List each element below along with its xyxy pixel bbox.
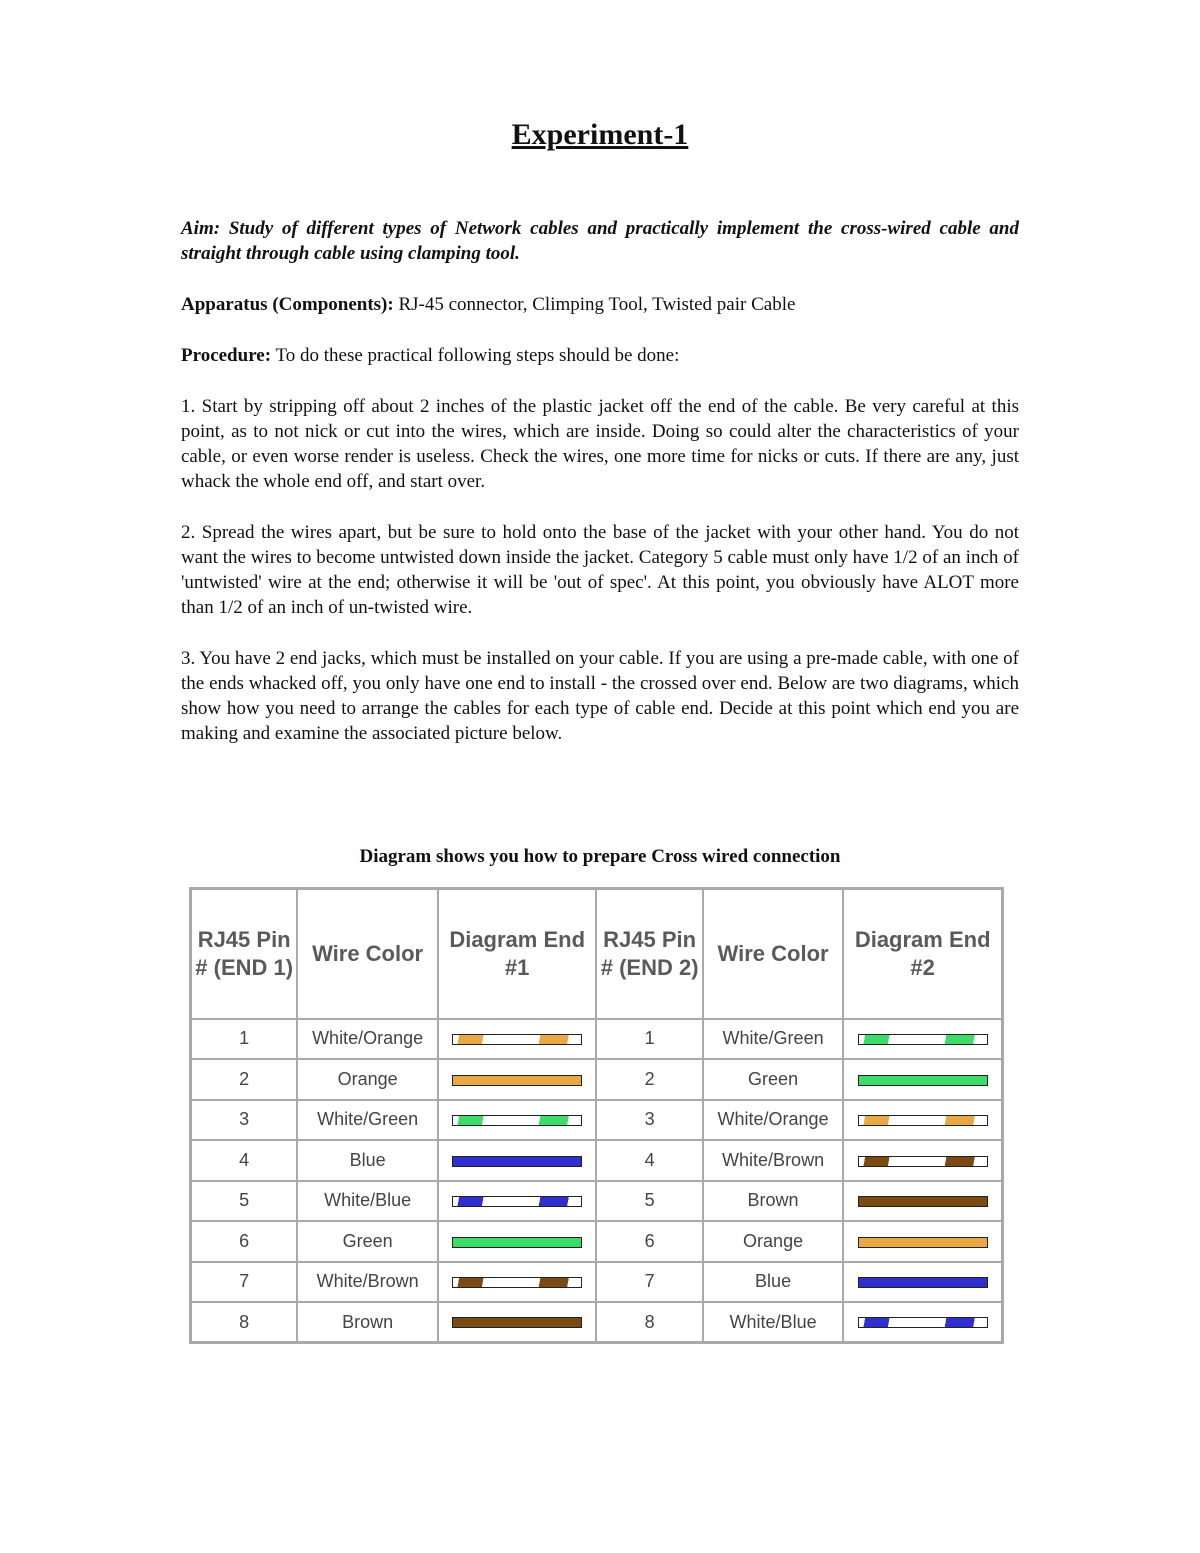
color-end2-cell: White/Blue [703,1302,844,1343]
diagram-end2-cell [843,1302,1002,1343]
color-end2-cell: White/Orange [703,1100,844,1141]
pin-end2-cell: 6 [596,1221,702,1262]
blue-wire-icon [452,1156,582,1167]
aim-text: Aim: Study of different types of Network cables and practically implement the cross-wired cable and straight through cable using clamping tool. [181,218,1019,264]
pin-end1-cell: 3 [191,1100,298,1141]
color-end1-cell: White/Blue [297,1181,438,1222]
white-green-wire-icon [452,1115,582,1126]
brown-wire-icon [858,1196,988,1207]
table-row [191,1302,1003,1343]
apparatus-label: Apparatus (Components): [181,294,394,315]
cross-wire-table [189,887,1004,1344]
diagram-end1-cell [438,1262,597,1303]
header-diagram-end1: Diagram End #1 [438,889,597,1019]
color-end1-cell: Brown [297,1302,438,1343]
table-row [191,1019,1003,1060]
pin-end1-cell: 7 [191,1262,298,1303]
color-end2-cell: Blue [703,1262,844,1303]
pin-end2-cell: 2 [596,1059,702,1100]
white-brown-wire-icon [858,1156,988,1167]
header-pin-end1: RJ45 Pin # (END 1) [191,889,298,1019]
pin-end2-cell: 5 [596,1181,702,1222]
diagram-end2-cell [843,1221,1002,1262]
diagram-end1-cell [438,1059,597,1100]
pin-end1-cell: 6 [191,1221,298,1262]
diagram-end2-cell [843,1100,1002,1141]
color-end1-cell: Blue [297,1140,438,1181]
diagram-end2-cell [843,1181,1002,1222]
white-brown-wire-icon [452,1277,582,1288]
diagram-end1-cell [438,1019,597,1060]
header-color-end2: Wire Color [703,889,844,1019]
diagram-end1-cell [438,1302,597,1343]
diagram-end2-cell [843,1262,1002,1303]
diagram-title: Diagram shows you how to prepare Cross wired connection [359,846,841,867]
diagram-end1-cell [438,1221,597,1262]
pin-end2-cell: 1 [596,1019,702,1060]
color-end2-cell: White/Brown [703,1140,844,1181]
color-end2-cell: Orange [703,1221,844,1262]
step-3: 3. You have 2 end jacks, which must be installed on your cable. If you are using a pre-made cable, with one of the ends whacked off, you only have one end to install - the crossed over end. Below are two diagrams, which show how you need to arrange the cables for each type of cable end. Decide at this point which end you are making and examine the associated picture below. [181,648,1019,744]
apparatus-text: RJ-45 connector, Climping Tool, Twisted pair Cable [393,294,796,315]
page-title: Experiment-1 [511,118,689,151]
diagram-end2-cell [843,1140,1002,1181]
pin-end2-cell: 3 [596,1100,702,1141]
table-row [191,1140,1003,1181]
color-end2-cell: White/Green [703,1019,844,1060]
step-1: 1. Start by stripping off about 2 inches of the plastic jacket off the end of the cable. Be very careful at this point, as to not nick or cut into the wires, which are inside. Doing so could alter the characteristics of your cable, or even worse render is useless. Check the wires, one more time for nicks or cuts. If there are any, just whack the whole end off, and start over. [181,396,1019,492]
table-row [191,1262,1003,1303]
green-wire-icon [452,1237,582,1248]
white-orange-wire-icon [858,1115,988,1126]
header-color-end1: Wire Color [297,889,438,1019]
pin-end1-cell: 5 [191,1181,298,1222]
color-end1-cell: White/Orange [297,1019,438,1060]
table-row [191,1059,1003,1100]
green-wire-icon [858,1075,988,1086]
table-row [191,1181,1003,1222]
color-end1-cell: White/Brown [297,1262,438,1303]
table-header-row [191,889,1003,1019]
orange-wire-icon [858,1237,988,1248]
blue-wire-icon [858,1277,988,1288]
diagram-end2-cell [843,1019,1002,1060]
pin-end1-cell: 1 [191,1019,298,1060]
pin-end2-cell: 4 [596,1140,702,1181]
pin-end1-cell: 2 [191,1059,298,1100]
header-pin-end2: RJ45 Pin # (END 2) [596,889,702,1019]
step-2: 2. Spread the wires apart, but be sure to hold onto the base of the jacket with your other hand. You do not want the wires to become untwisted down inside the jacket. Category 5 cable must only have 1/2 of an inch of 'untwisted' wire at the end; otherwise it will be 'out of spec'. At this point, you obviously have ALOT more than 1/2 of an inch of un-twisted wire. [181,522,1019,618]
table-row [191,1221,1003,1262]
orange-wire-icon [452,1075,582,1086]
color-end1-cell: White/Green [297,1100,438,1141]
diagram-end1-cell [438,1140,597,1181]
brown-wire-icon [452,1317,582,1328]
procedure-paragraph [181,343,1019,368]
white-orange-wire-icon [452,1034,582,1045]
header-diagram-end2: Diagram End #2 [843,889,1002,1019]
procedure-text: To do these practical following steps should be done: [271,345,680,366]
pin-end2-cell: 8 [596,1302,702,1343]
apparatus-paragraph [181,292,1019,317]
pin-end1-cell: 4 [191,1140,298,1181]
table-row [191,1100,1003,1141]
color-end1-cell: Orange [297,1059,438,1100]
white-blue-wire-icon [858,1317,988,1328]
color-end2-cell: Green [703,1059,844,1100]
diagram-end1-cell [438,1181,597,1222]
pin-end2-cell: 7 [596,1262,702,1303]
table-body [191,1019,1003,1343]
diagram-end1-cell [438,1100,597,1141]
pin-end1-cell: 8 [191,1302,298,1343]
white-blue-wire-icon [452,1196,582,1207]
diagram-end2-cell [843,1059,1002,1100]
color-end2-cell: Brown [703,1181,844,1222]
color-end1-cell: Green [297,1221,438,1262]
procedure-label: Procedure: [181,345,272,366]
white-green-wire-icon [858,1034,988,1045]
